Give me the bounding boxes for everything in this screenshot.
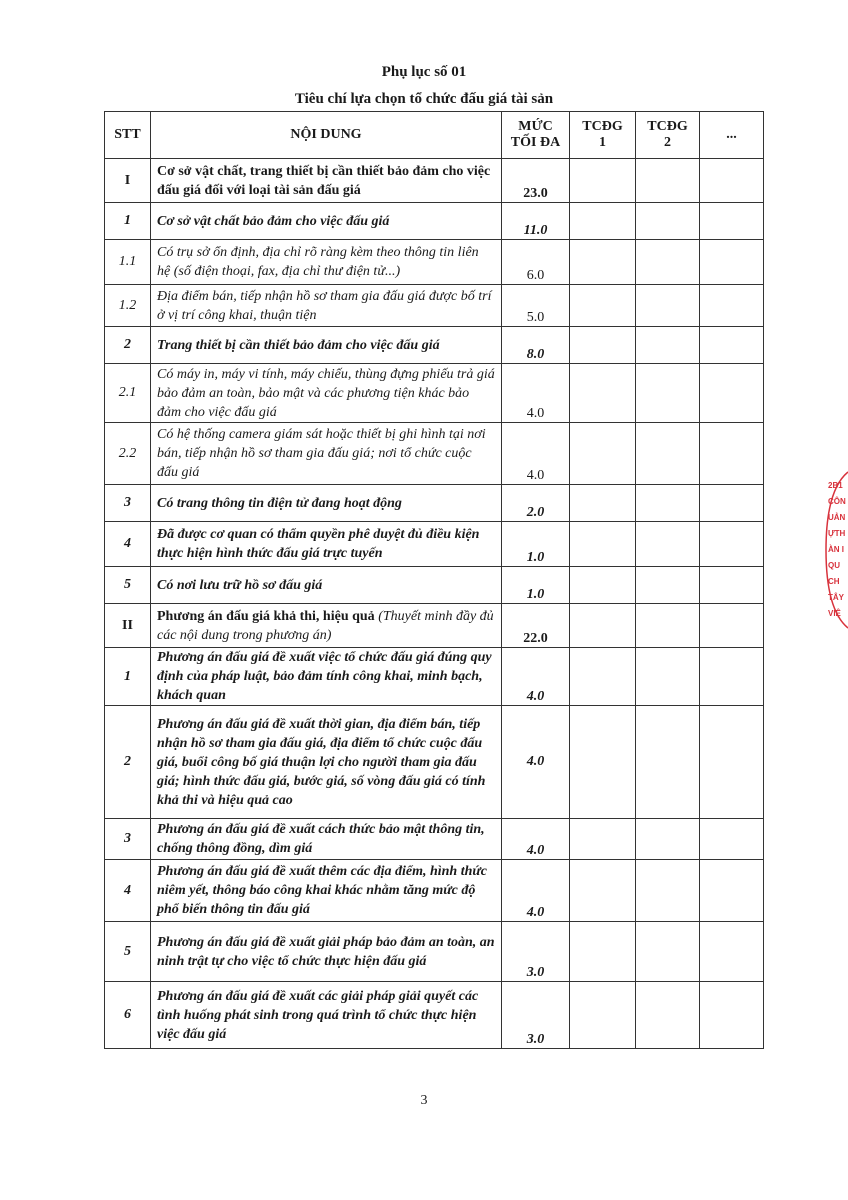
row-more-score	[700, 648, 764, 706]
row-more-score	[700, 922, 764, 982]
row-stt: 1.2	[105, 285, 151, 327]
row-stt: 1	[105, 648, 151, 706]
row-more-score	[700, 982, 764, 1049]
row-max-score: 4.0	[502, 423, 570, 485]
row-more-score	[700, 706, 764, 819]
stamp-line: ỰTH	[828, 529, 846, 538]
row-content	[151, 604, 502, 648]
header-org1-bottom: 1	[599, 135, 606, 150]
table-row	[105, 648, 764, 706]
stamp-line: 2B1	[828, 481, 843, 490]
row-org2-score	[636, 327, 700, 364]
row-max-score: 1.0	[502, 522, 570, 567]
table-row	[105, 522, 764, 567]
row-org2-score	[636, 159, 700, 203]
row-stt: 6	[105, 982, 151, 1049]
row-stt: 2.2	[105, 423, 151, 485]
row-content: Địa điểm bán, tiếp nhận hồ sơ tham gia đấu giá được bố trí ở vị trí công khai, thuận tiện	[151, 285, 502, 327]
row-content: Có nơi lưu trữ hồ sơ đấu giá	[151, 567, 502, 604]
row-more-score	[700, 567, 764, 604]
row-content: Phương án đấu giá đề xuất các giải pháp giải quyết các tình huống phát sinh trong quá trình tổ chức thực hiện việc đấu giá	[151, 982, 502, 1049]
row-stt: 4	[105, 522, 151, 567]
row-content: Có máy in, máy vi tính, máy chiếu, thùng đựng phiếu trả giá bảo đảm an toàn, bảo mật và các phương tiện khác bảo đảm cho việc đấu giá	[151, 364, 502, 423]
table-row	[105, 240, 764, 285]
header-max-top: MỨC	[518, 119, 553, 134]
row-org2-score	[636, 567, 700, 604]
document-title: Tiêu chí lựa chọn tổ chức đấu giá tài sản	[294, 91, 554, 107]
row-content: Có trụ sở ổn định, địa chỉ rõ ràng kèm theo thông tin liên hệ (số điện thoại, fax, địa chỉ thư điện tử...)	[151, 240, 502, 285]
row-max-score: 22.0	[502, 604, 570, 648]
row-max-score: 3.0	[502, 922, 570, 982]
header-more: ...	[700, 112, 764, 159]
row-more-score	[700, 285, 764, 327]
table-row	[105, 860, 764, 922]
row-stt: 5	[105, 922, 151, 982]
row-content: Cơ sở vật chất bảo đảm cho việc đấu giá	[151, 203, 502, 240]
header-max-bottom: TỐI ĐA	[510, 135, 561, 150]
row-stt: 1.1	[105, 240, 151, 285]
table-row	[105, 485, 764, 522]
row-org2-score	[636, 203, 700, 240]
row-stt: 4	[105, 860, 151, 922]
row-content: Phương án đấu giá đề xuất việc tổ chức đấu giá đúng quy định của pháp luật, bảo đảm tính công khai, minh bạch, khách quan	[151, 648, 502, 706]
row-org1-score	[570, 203, 636, 240]
header-content: NỘI DUNG	[151, 112, 502, 159]
stamp-line: UẢN	[828, 513, 846, 522]
row-org1-score	[570, 982, 636, 1049]
table-row	[105, 604, 764, 648]
row-max-score: 4.0	[502, 648, 570, 706]
page-number: 3	[420, 1093, 428, 1108]
row-org2-score	[636, 922, 700, 982]
stamp-line: ÀN I	[828, 545, 844, 554]
table-header-row	[105, 112, 764, 159]
header-stt: STT	[105, 112, 151, 159]
row-more-score	[700, 364, 764, 423]
row-max-score: 2.0	[502, 485, 570, 522]
header-org-2	[636, 112, 700, 159]
table-row	[105, 706, 764, 819]
row-content: Có hệ thống camera giám sát hoặc thiết bị ghi hình tại nơi bán, tiếp nhận hồ sơ tham gia đấu giá; nơi tổ chức cuộc đấu giá	[151, 423, 502, 485]
table-row	[105, 423, 764, 485]
row-org2-score	[636, 423, 700, 485]
table-row	[105, 982, 764, 1049]
row-more-score	[700, 819, 764, 860]
row-org1-score	[570, 240, 636, 285]
header-org-1	[570, 112, 636, 159]
row-org1-score	[570, 522, 636, 567]
table-row	[105, 327, 764, 364]
table-row	[105, 159, 764, 203]
row-more-score	[700, 860, 764, 922]
row-max-score: 4.0	[502, 819, 570, 860]
table-row	[105, 285, 764, 327]
row-max-score: 5.0	[502, 285, 570, 327]
row-org1-score	[570, 423, 636, 485]
row-stt: 2	[105, 327, 151, 364]
stamp-fragment	[822, 470, 848, 630]
row-org2-score	[636, 982, 700, 1049]
row-org2-score	[636, 706, 700, 819]
row-content: Đã được cơ quan có thẩm quyền phê duyệt đủ điều kiện thực hiện hình thức đấu giá trực tuyến	[151, 522, 502, 567]
row-org1-score	[570, 922, 636, 982]
row-org1-score	[570, 706, 636, 819]
row-max-score: 3.0	[502, 982, 570, 1049]
row-org1-score	[570, 648, 636, 706]
stamp-text	[828, 478, 846, 622]
row-org1-score	[570, 159, 636, 203]
row-stt: 5	[105, 567, 151, 604]
row-max-score: 4.0	[502, 364, 570, 423]
row-more-score	[700, 485, 764, 522]
annex-label: Phụ lục số 01	[381, 64, 467, 80]
row-stt: 2.1	[105, 364, 151, 423]
row-org2-score	[636, 648, 700, 706]
row-org1-score	[570, 485, 636, 522]
header-max-score	[502, 112, 570, 159]
table-row	[105, 203, 764, 240]
row-content: Phương án đấu giá đề xuất cách thức bảo mật thông tin, chống thông đồng, dìm giá	[151, 819, 502, 860]
stamp-line: CÔN	[828, 497, 846, 506]
row-more-score	[700, 159, 764, 203]
row-stt: II	[105, 604, 151, 648]
row-stt: 3	[105, 819, 151, 860]
row-content-italic: (Thuyết minh đầy đủ các nội dung trong phương án)	[157, 608, 494, 643]
row-org2-score	[636, 364, 700, 423]
row-more-score	[700, 522, 764, 567]
row-org2-score	[636, 485, 700, 522]
row-max-score: 23.0	[502, 159, 570, 203]
row-org2-score	[636, 285, 700, 327]
header-org2-top: TCĐG	[647, 119, 688, 134]
header-org1-top: TCĐG	[582, 119, 623, 134]
row-max-score: 6.0	[502, 240, 570, 285]
row-max-score: 1.0	[502, 567, 570, 604]
row-content-bold: Phương án đấu giá khả thi, hiệu quả	[157, 608, 375, 624]
table-row	[105, 567, 764, 604]
header-org2-bottom: 2	[664, 135, 671, 150]
stamp-line: TÂY	[828, 593, 844, 602]
row-more-score	[700, 203, 764, 240]
criteria-table	[104, 111, 764, 1049]
row-max-score: 8.0	[502, 327, 570, 364]
stamp-line: QU	[828, 561, 840, 570]
row-stt: 3	[105, 485, 151, 522]
row-org1-score	[570, 327, 636, 364]
row-org1-score	[570, 860, 636, 922]
row-org1-score	[570, 567, 636, 604]
row-stt: 1	[105, 203, 151, 240]
table-row	[105, 922, 764, 982]
row-content: Cơ sở vật chất, trang thiết bị cần thiết bảo đảm cho việc đấu giá đối với loại tài sản đấu giá	[151, 159, 502, 203]
table-row	[105, 819, 764, 860]
row-org1-score	[570, 819, 636, 860]
row-more-score	[700, 240, 764, 285]
row-more-score	[700, 327, 764, 364]
row-content: Phương án đấu giá đề xuất thêm các địa điểm, hình thức niêm yết, thông báo công khai khác nhằm tăng mức độ phổ biến thông tin đấu giá	[151, 860, 502, 922]
row-stt: 2	[105, 706, 151, 819]
stamp-line: CH	[828, 577, 840, 586]
row-more-score	[700, 604, 764, 648]
row-content: Trang thiết bị cần thiết bảo đảm cho việc đấu giá	[151, 327, 502, 364]
row-org2-score	[636, 819, 700, 860]
row-content: Phương án đấu giá đề xuất thời gian, địa điểm bán, tiếp nhận hồ sơ tham gia đấu giá, địa điểm tổ chức cuộc đấu giá, buổi công bố giá thuận lợi cho người tham gia đấu giá; hình thức đấu giá, bước giá, số vòng đấu giá có tính khả thi và hiệu quả cao	[151, 706, 502, 819]
stamp-line: VIỆ	[828, 609, 841, 618]
row-org1-score	[570, 285, 636, 327]
row-content: Có trang thông tin điện tử đang hoạt động	[151, 485, 502, 522]
row-org2-score	[636, 604, 700, 648]
table-row	[105, 364, 764, 423]
row-org2-score	[636, 860, 700, 922]
row-org2-score	[636, 240, 700, 285]
row-org1-score	[570, 364, 636, 423]
row-max-score: 4.0	[502, 860, 570, 922]
row-org1-score	[570, 604, 636, 648]
row-max-score: 11.0	[502, 203, 570, 240]
row-stt: I	[105, 159, 151, 203]
row-content: Phương án đấu giá đề xuất giải pháp bảo đảm an toàn, an ninh trật tự cho việc tổ chức thực hiện đấu giá	[151, 922, 502, 982]
row-max-score: 4.0	[502, 706, 570, 819]
row-org2-score	[636, 522, 700, 567]
row-more-score	[700, 423, 764, 485]
